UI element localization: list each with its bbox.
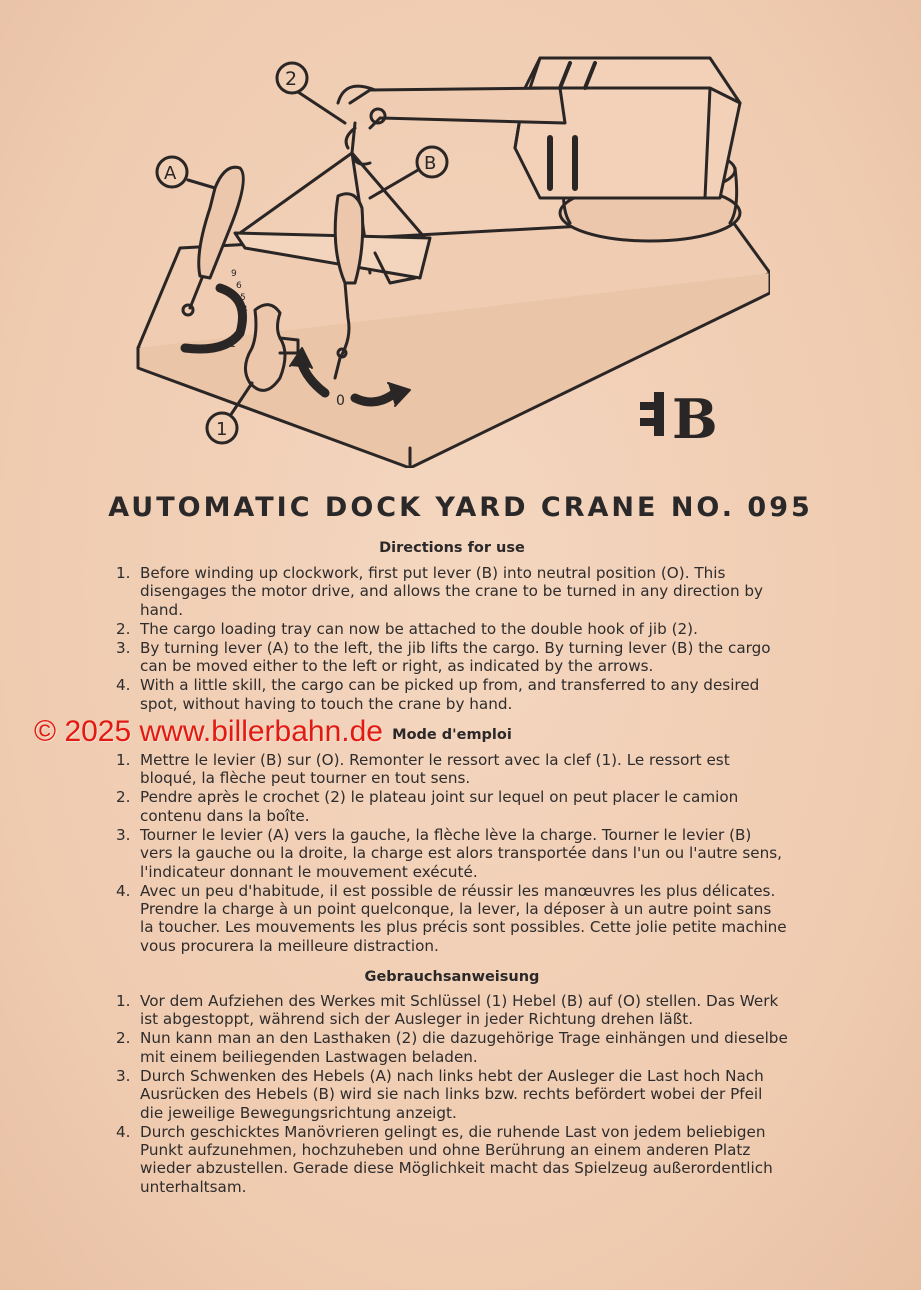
list-item [116,1067,788,1122]
copyright-watermark: © 2025 www.billerbahn.de [34,715,383,748]
step-number: 3. [116,638,131,657]
step-text: Durch geschicktes Manövrieren gelingt es, die ruhende Last von jedem beliebigen Punkt aufzunehmen, hochzuheben und ohne Berührung an einem anderen Platz wieder abzustellen. Gerade diese Möglichkeit macht das Spielzeug außerordentlich unterhaltsam. [140,1122,773,1196]
step-number: 1. [116,751,131,769]
german-steps [116,992,788,1197]
section-heading-french: Mode d'emploi [392,727,512,743]
list-item [116,1123,788,1197]
list-item [116,1029,788,1066]
step-text: Vor dem Aufziehen des Werkes mit Schlüssel (1) Hebel (B) auf (O) stellen. Das Werk ist abgestoppt, während sich der Ausleger in jeder Richtung drehen läßt. [140,992,779,1029]
svg-text:2: 2 [285,68,298,90]
step-text: By turning lever (A) to the left, the jib lifts the cargo. By turning lever (B) the cargo can be moved either to the left or right, as indicated by the arrows. [140,638,771,676]
step-number: 3. [116,825,131,844]
step-number: 1. [116,564,131,582]
step-text: Before winding up clockwork, first put lever (B) into neutral position (O). This disengages the motor drive, and allows the crane to be turned in any direction by hand. [140,564,764,619]
step-number: 4. [116,676,131,695]
list-item [116,676,788,713]
list-item [116,620,788,638]
list-item [116,564,788,619]
brand-logo [638,388,742,448]
list-item [116,882,788,956]
list-item [116,826,788,881]
scale-number: 6 [236,281,242,291]
step-number: 2. [116,1029,131,1048]
svg-text:A: A [164,163,177,184]
list-item [116,639,788,676]
step-text: With a little skill, the cargo can be picked up from, and transferred to any desired spot, without having to touch the crane by hand. [140,676,760,713]
scale-number: 1 [230,340,236,350]
step-text: Pendre après le crochet (2) le plateau joint sur lequel on peut placer le camion contenu dans la boîte. [140,788,739,825]
scale-number: 2 [236,329,242,339]
step-text: The cargo loading tray can now be attached to the double hook of jib (2). [140,619,698,638]
callout-2 [277,63,307,93]
scale-number: 4 [242,305,248,315]
step-number: 2. [116,619,131,638]
french-steps [116,751,788,956]
scale-number: 3 [240,317,246,327]
step-number: 3. [116,1066,131,1085]
callout-a [157,157,187,187]
svg-text:1: 1 [216,419,228,440]
list-item [116,788,788,825]
step-number: 1. [116,992,131,1010]
step-number: 4. [116,1122,131,1141]
callout-1 [207,413,237,443]
scale-number: 9 [231,269,237,279]
step-text: Durch Schwenken des Hebels (A) nach links hebt der Ausleger die Last hoch Nach Ausrücken des Hebels (B) wird sie nach links bzw. rechts befördert wobei der Pfeil die jeweilige Bewegungsrichtung anzeigt. [140,1066,764,1122]
svg-text:B: B [424,153,437,174]
step-text: Avec un peu d'habitude, il est possible de réussir les manœuvres les plus délicates. Prendre la charge à un point quelconque, la lever, la déposer à un autre point sans la toucher. Les mouvements les plus précis sont possibles. Cette jolie petite machine vous procurera la meilleure distraction. [140,881,787,955]
callout-b [417,147,447,177]
english-steps [116,564,788,714]
neutral-mark: 0 [336,393,345,409]
step-text: Mettre le levier (B) sur (O). Remonter le ressort avec la clef (1). Le ressort est bloqué, la flèche peut tourner en tout sens. [140,751,730,788]
list-item [116,751,788,788]
step-text: Tourner le levier (A) vers la gauche, la flèche lève la charge. Tourner le levier (B) vers la gauche ou la droite, la charge est alors transportée dans l'un ou l'autre sens, l'indicateur donnant le mouvement exécuté. [140,825,782,881]
section-heading-german: Gebrauchsanweisung [364,969,540,985]
list-item [116,992,788,1029]
section-heading-english: Directions for use [379,540,525,556]
page-title: AUTOMATIC DOCK YARD CRANE NO. 095 [108,492,813,523]
step-number: 2. [116,788,131,807]
step-number: 4. [116,881,131,900]
step-text: Nun kann man an den Lasthaken (2) die dazugehörige Trage einhängen und dieselbe mit einem beiliegenden Lastwagen beladen. [140,1029,788,1066]
logo-letter: B [672,388,718,448]
scale-number: 5 [240,293,246,303]
